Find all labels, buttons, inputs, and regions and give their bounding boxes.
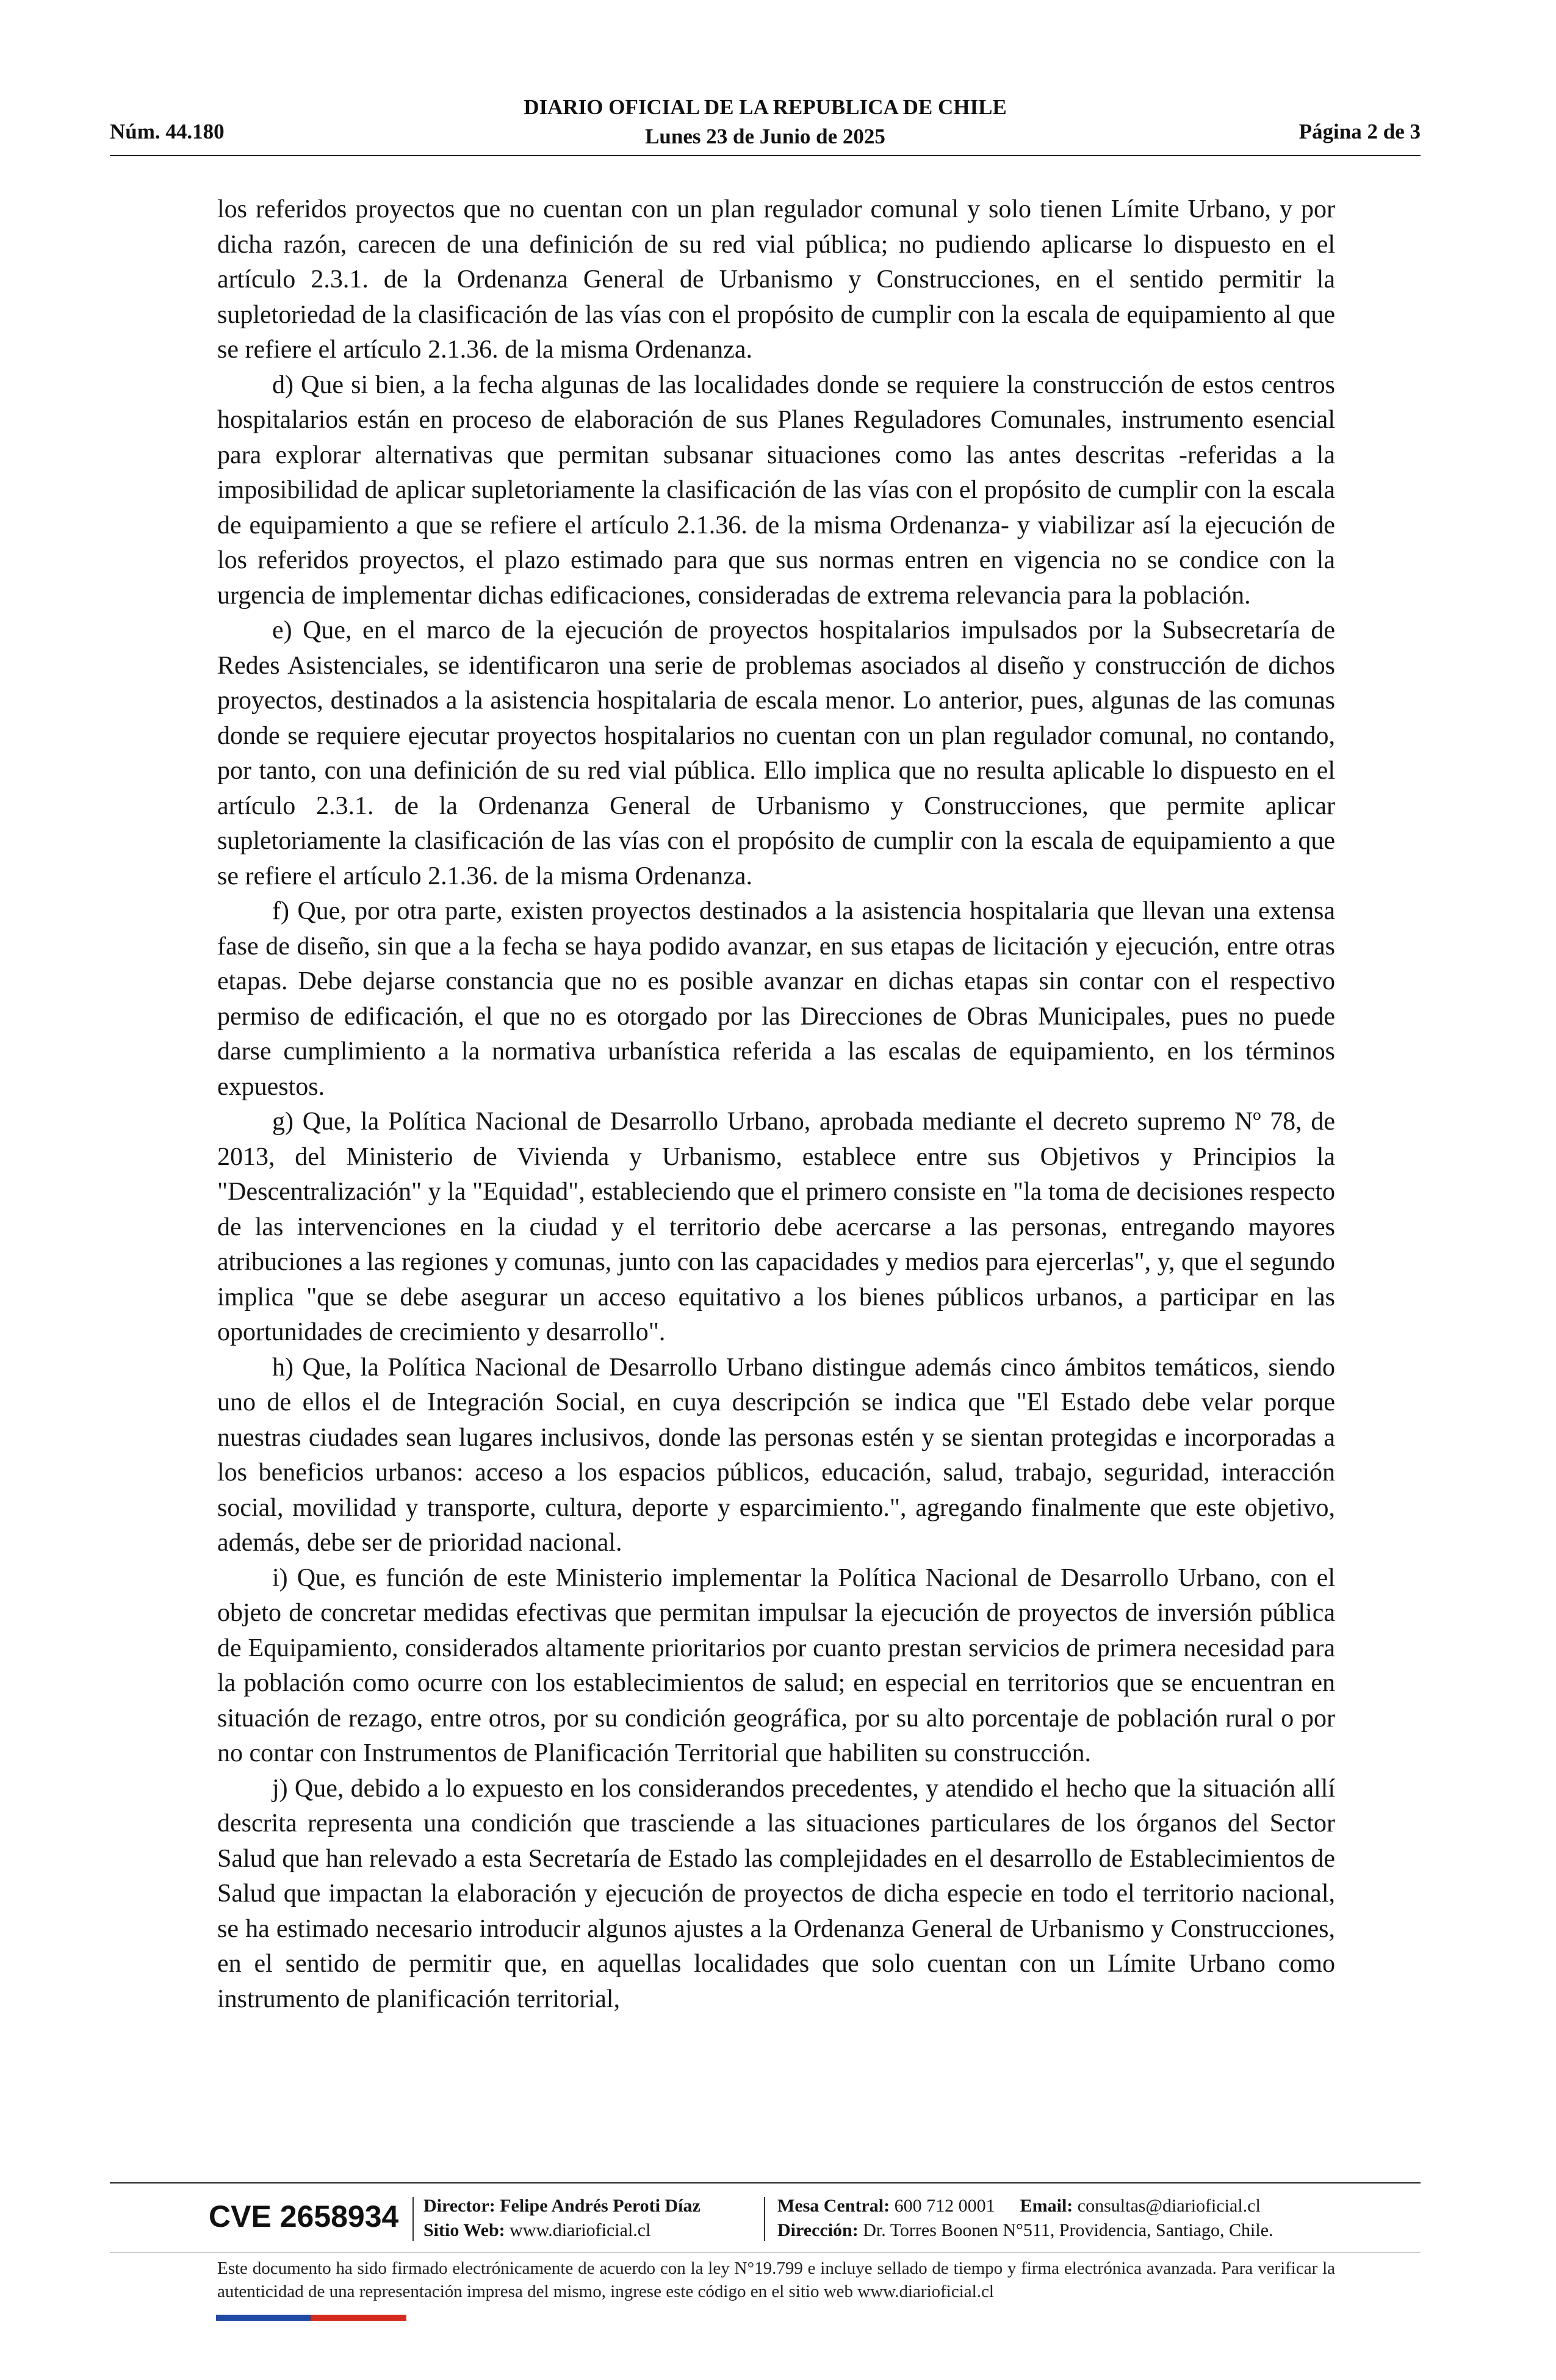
mesa-phone: 600 712 0001	[894, 2196, 995, 2216]
paragraph-j: j) Que, debido a lo expuesto en los considerandos precedentes, y atendido el hecho que la situación allí descrita representa una condición que trasciende a las situaciones particulares de los órganos del Sector Salud que han relevado a esta Secretaría de Estado las complejidades en el desarrollo de Establecimientos de Salud que impactan la elaboración y ejecución de proyectos de dicha especie en todo el territorio nacional, se ha estimado necesario introducir algunos ajustes a la Ordenanza General de Urbanismo y Construcciones, en el sentido de permitir que, en aquellas localidades que solo cuentan con un Límite Urbano como instrumento de planificación territorial,	[217, 1774, 1335, 2013]
director-line	[423, 2194, 701, 2218]
mesa-label: Mesa Central:	[777, 2196, 890, 2216]
address-label: Dirección:	[777, 2220, 859, 2240]
mesa-email-line	[777, 2194, 1273, 2218]
page-footer	[110, 2183, 1421, 2251]
footer-separator	[764, 2197, 765, 2241]
issue-number: Núm. 44.180	[110, 120, 225, 143]
website-link[interactable]: www.diarioficial.cl	[510, 2220, 651, 2240]
paragraph-i: i) Que, es función de este Ministerio implementar la Política Nacional de Desarrollo Urbano, con el objeto de concretar medidas efectivas que permitan impulsar la ejecución de proyectos de inversión pública de Equipamiento, considerados altamente prioritarios por cuanto prestan servicios de primera necesidad para la población como ocurre con los establecimientos de salud; en especial en territorios que se encuentran en situación de rezago, entre otros, por su condición geográfica, por su alto porcentaje de población rural o por no contar con Instrumentos de Planificación Territorial que habiliten su construcción.	[217, 1563, 1335, 1767]
paragraph-g: g) Que, la Política Nacional de Desarrollo Urbano, aprobada mediante el decreto supremo Nº 78, de 2013, del Ministerio de Vivienda y Urbanismo, establece entre sus Objetivos y Principios la "Descentralización" y la "Equidad", estableciendo que el primero consiste en "la toma de decisiones respecto de las intervenciones en la ciudad y el territorio debe acercarse a las personas, entregando mayores atribuciones a las regiones y comunas, junto con las capacidades y medios para ejercerlas", y, que el segundo implica "que se debe asegurar un acceso equitativo a los bienes públicos urbanos, a participar en las oportunidades de crecimiento y desarrollo".	[217, 1108, 1335, 1346]
header-divider	[110, 155, 1421, 156]
document-body	[217, 192, 1335, 2017]
paragraph-continuation: los referidos proyectos que no cuentan con un plan regulador comunal y solo tienen Límite Urbano, y por dicha razón, carecen de una definición de su red vial pública; no pudiendo aplicarse lo dispuesto en el artículo 2.3.1. de la Ordenanza General de Urbanismo y Construcciones, en el sentido permitir la supletoriedad de la clasificación de las vías con el propósito de cumplir con la escala de equipamiento al que se refiere el artículo 2.1.36. de la misma Ordenanza.	[217, 195, 1335, 364]
page-indicator: Página 2 de 3	[1298, 120, 1421, 143]
footer-contact-left	[423, 2194, 701, 2243]
director-label: Director:	[423, 2196, 495, 2216]
footer-separator	[412, 2197, 414, 2241]
chile-flag-stripe	[216, 2315, 406, 2321]
cve-code: CVE 2658934	[209, 2199, 399, 2234]
address-line	[777, 2218, 1273, 2243]
website-label: Sitio Web:	[423, 2220, 505, 2240]
address-value: Dr. Torres Boonen N°511, Providencia, Santiago, Chile.	[863, 2220, 1273, 2240]
footer-contact-right	[777, 2194, 1273, 2243]
paragraph-d: d) Que si bien, a la fecha algunas de las localidades donde se requiere la construcción de estos centros hospitalarios están en proceso de elaboración de sus Planes Reguladores Comunales, instrumento esencial para explorar alternativas que permitan subsanar situaciones como las antes descritas -referidas a la imposibilidad de aplicar supletoriamente la clasificación de las vías con el propósito de cumplir con la escala de equipamiento a que se refiere el artículo 2.1.36. de la misma Ordenanza- y viabilizar así la ejecución de los referidos proyectos, el plazo estimado para que sus normas entren en vigencia no se condice con la urgencia de implementar dichas edificaciones, consideradas de extrema relevancia para la población.	[217, 370, 1335, 610]
flag-blue-segment	[216, 2315, 311, 2321]
email-link[interactable]: consultas@diarioficial.cl	[1077, 2196, 1261, 2216]
director-name: Felipe Andrés Peroti Díaz	[500, 2196, 701, 2216]
email-label: Email:	[1020, 2196, 1073, 2216]
header-center	[110, 93, 1421, 151]
publication-title: DIARIO OFICIAL DE LA REPUBLICA DE CHILE	[524, 95, 1007, 119]
electronic-signature-notice: Este documento ha sido firmado electrónicamente de acuerdo con la ley N°19.799 e incluye sellado de tiempo y firma electrónica avanzada. Para verificar la autenticidad de una representación impresa del mismo, ingrese este código en el sitio web www.diarioficial.cl	[217, 2259, 1335, 2301]
page-header	[110, 93, 1421, 154]
website-line	[423, 2218, 701, 2243]
paragraph-h: h) Que, la Política Nacional de Desarrollo Urbano distingue además cinco ámbitos temáticos, siendo uno de ellos el de Integración Social, en cuya descripción se indica que "El Estado debe velar porque nuestras ciudades sean lugares inclusivos, donde las personas estén y se sientan protegidas e incorporadas a los beneficios urbanos: acceso a los espacios públicos, educación, salud, trabajo, seguridad, interacción social, movilidad y transporte, cultura, deporte y esparcimiento.", agregando finalmente que este objetivo, además, debe ser de prioridad nacional.	[217, 1353, 1335, 1557]
paragraph-f: f) Que, por otra parte, existen proyectos destinados a la asistencia hospitalaria que llevan una extensa fase de diseño, sin que a la fecha se haya podido avanzar, en sus etapas de licitación y ejecución, entre otras etapas. Debe dejarse constancia que no es posible avanzar en dichas etapas sin contar con el respectivo permiso de edificación, el que no es otorgado por las Direcciones de Obras Municipales, pues no puede darse cumplimiento a la normativa urbanística referida a las escalas de equipamiento, en los términos expuestos.	[217, 897, 1335, 1101]
paragraph-e: e) Que, en el marco de la ejecución de proyectos hospitalarios impulsados por la Subsecretaría de Redes Asistenciales, se identificaron una serie de problemas asociados al diseño y construcción de dichos proyectos, destinados a la asistencia hospitalaria de escala menor. Lo anterior, pues, algunas de las comunas donde se requiere ejecutar proyectos hospitalarios no cuentan con un plan regulador comunal, no contando, por tanto, con una definición de su red vial pública. Ello implica que no resulta aplicable lo dispuesto en el artículo 2.3.1. de la Ordenanza General de Urbanismo y Construcciones, que permite aplicar supletoriamente la clasificación de las vías con el propósito de cumplir con la escala de equipamiento a que se refiere el artículo 2.1.36. de la misma Ordenanza.	[217, 616, 1335, 890]
publication-date: Lunes 23 de Junio de 2025	[645, 124, 885, 148]
flag-red-segment	[311, 2315, 406, 2321]
